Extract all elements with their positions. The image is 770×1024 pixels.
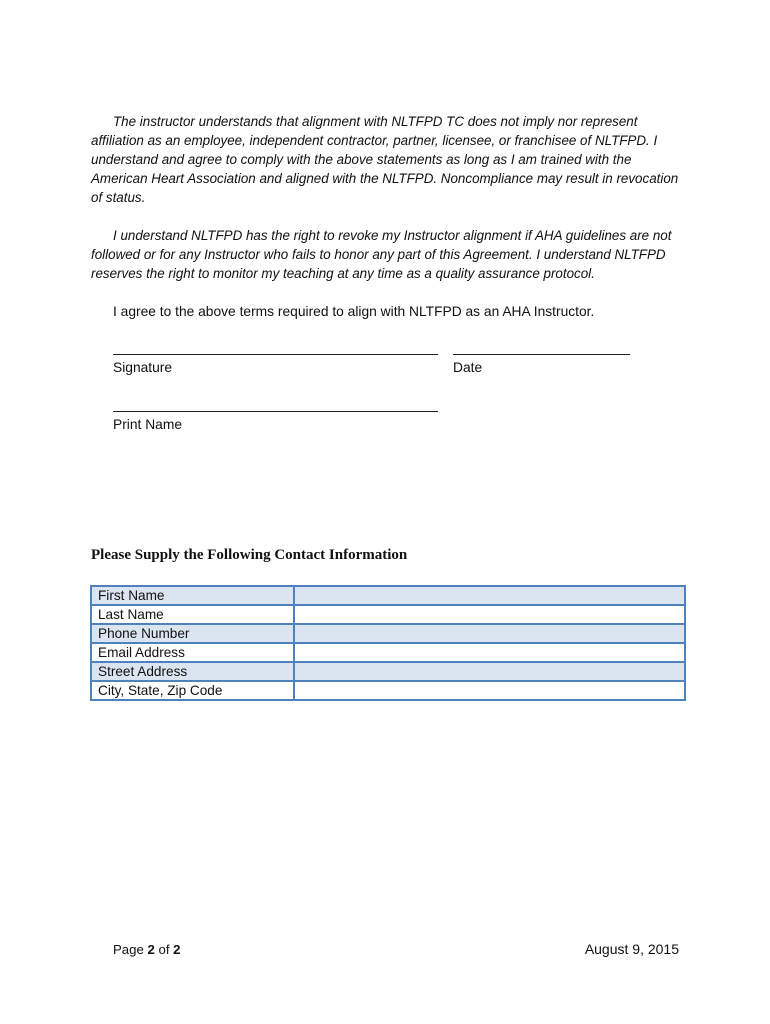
page-total: 2 [173, 942, 181, 957]
street-address-label: Street Address [91, 662, 294, 681]
phone-number-label: Phone Number [91, 624, 294, 643]
date-label: Date [453, 360, 483, 375]
paragraph-affiliation: The instructor understands that alignment with NLTFPD TC does not imply nor represent affiliation as an employee, independent contractor, partner, licensee, or franchisee of NLTFPD. I understand and agree to comply with the above statements as long as I am trained with the American Heart Association and aligned with the NLTFPD. Noncompliance may result in revocation of status. [91, 114, 679, 205]
signature-line[interactable] [113, 354, 438, 355]
paragraph-revocation: I understand NLTFPD has the right to revoke my Instructor alignment if AHA guidelines are not followed or for any Instructor who fails to honor any part of this Agreement. I understand NLTFPD reserves the right to monitor my teaching at any time as a quality assurance protocol. [91, 228, 672, 281]
email-address-field[interactable] [294, 643, 685, 662]
footer-date: August 9, 2015 [584, 941, 679, 957]
page-prefix: Page [113, 942, 144, 957]
page-number [113, 942, 181, 957]
first-name-label: First Name [91, 586, 294, 605]
street-address-field[interactable] [294, 662, 685, 681]
signature-label: Signature [113, 360, 173, 375]
first-name-field[interactable] [294, 586, 685, 605]
last-name-field[interactable] [294, 605, 685, 624]
agreement-statement: I agree to the above terms required to align with NLTFPD as an AHA Instructor. [113, 304, 595, 319]
table-row [91, 643, 685, 662]
table-row [91, 586, 685, 605]
last-name-label: Last Name [91, 605, 294, 624]
table-row [91, 662, 685, 681]
contact-info-table [90, 585, 686, 701]
table-row [91, 605, 685, 624]
city-state-zip-field[interactable] [294, 681, 685, 700]
date-line[interactable] [453, 354, 630, 355]
city-state-zip-label: City, State, Zip Code [91, 681, 294, 700]
table-row [91, 681, 685, 700]
page-of: of [158, 942, 170, 957]
page-current: 2 [147, 942, 155, 957]
phone-number-field[interactable] [294, 624, 685, 643]
print-name-line[interactable] [113, 411, 438, 412]
contact-section-title: Please Supply the Following Contact Information [91, 547, 408, 563]
print-name-label: Print Name [113, 417, 183, 432]
table-row [91, 624, 685, 643]
email-address-label: Email Address [91, 643, 294, 662]
